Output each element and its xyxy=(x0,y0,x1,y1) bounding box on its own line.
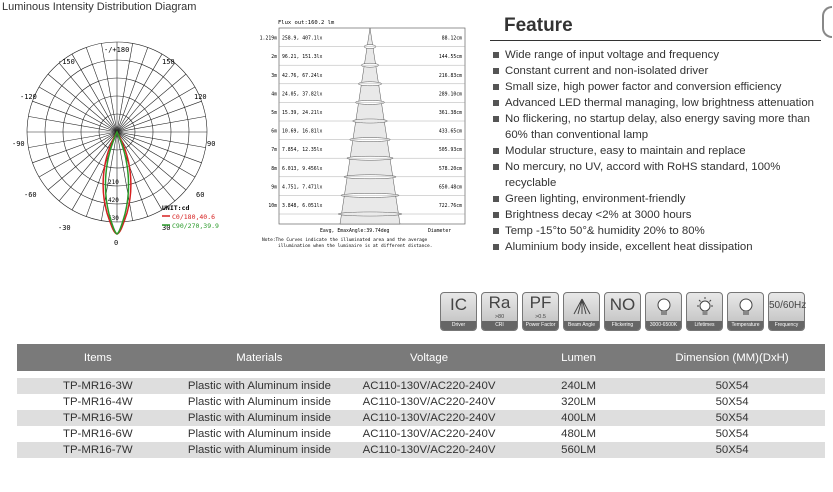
radial-label: 630 xyxy=(108,215,119,222)
diagram-title: Luminous Intensity Distribution Diagram xyxy=(2,1,197,13)
angle-label: -120 xyxy=(20,93,37,101)
flux-diameter: 88.12cm xyxy=(441,36,462,42)
bullet-icon xyxy=(493,100,499,106)
frequency-badge: 50/60Hz Frequency xyxy=(768,292,805,331)
flux-distance: 1.219m xyxy=(259,36,277,42)
feature-divider xyxy=(490,40,821,41)
bullet-icon xyxy=(493,164,499,170)
feature-item: Advanced LED thermal managing, low brightness attenuation xyxy=(493,95,823,111)
color-temperature-badge: 3000-6500K xyxy=(645,292,682,331)
angle-label: 90 xyxy=(207,140,216,148)
bullet-icon xyxy=(493,196,499,202)
beam-angle-badge: Beam Angle xyxy=(563,292,600,331)
power-factor-badge: PF >0.5 Power Factor xyxy=(522,292,559,331)
cri-badge: Ra >80 CRI xyxy=(481,292,518,331)
flux-note-line2: illumination when the luminaire is at different distance. xyxy=(278,244,433,249)
feature-item: No flickering, no startup delay, also energy saving more than 60% than conventional lamp xyxy=(493,111,823,143)
bullet-icon xyxy=(493,52,499,58)
flux-illuminance: 96.21, 151.3lx xyxy=(282,55,323,61)
bulb-thermometer-icon xyxy=(735,296,757,318)
flux-illuminance: 15.39, 24.21lx xyxy=(282,111,323,116)
flux-footer-angle: Angle:39.74deg xyxy=(349,229,390,234)
bullet-icon xyxy=(493,244,499,250)
feature-item: Aluminium body inside, excellent heat dissipation xyxy=(493,239,823,255)
bullet-icon xyxy=(493,84,499,90)
angle-label: 60 xyxy=(196,191,205,199)
table-row: TP-MR16-5W Plastic with Aluminum inside AC110-130V/AC220-240V 400LM 50X54 xyxy=(17,410,825,426)
feature-item: Constant current and non-isolated driver xyxy=(493,63,823,79)
legend-c0 xyxy=(162,213,215,221)
feature-item: No mercury, no UV, accord with RoHS standard, 100% recyclable xyxy=(493,159,823,191)
page-edge-decoration xyxy=(822,6,832,38)
feature-item: Green lighting, environment-friendly xyxy=(493,191,823,207)
driver-ic-badge: IC Driver xyxy=(440,292,477,331)
spec-badges xyxy=(440,292,805,331)
radial-label: 210 xyxy=(108,179,119,186)
flux-illuminance: 7.854, 12.35lx xyxy=(282,148,323,154)
flux-distance: 8m xyxy=(271,166,277,172)
feature-item: Brightness decay <2% at 3000 hours xyxy=(493,207,823,223)
table-row: TP-MR16-3W Plastic with Aluminum inside AC110-130V/AC220-240V 240LM 50X54 xyxy=(17,378,825,394)
angle-label: -150 xyxy=(58,58,75,66)
flux-distance: 9m xyxy=(271,185,277,191)
flux-note-line1: Note:The Curves indicate the illuminated area and the average xyxy=(262,238,428,243)
flux-distance: 10m xyxy=(268,204,277,209)
flux-header: Flux out:160.2 lm xyxy=(278,20,335,26)
bullet-icon xyxy=(493,228,499,234)
flux-diameter: 289.10cm xyxy=(438,92,462,98)
flux-diameter: 361.38cm xyxy=(438,111,462,116)
radial-label: 420 xyxy=(108,197,119,204)
polar-intensity-diagram xyxy=(0,38,250,248)
table-row: TP-MR16-4W Plastic with Aluminum inside AC110-130V/AC220-240V 320LM 50X54 xyxy=(17,394,825,410)
flux-illuminance: 24.05, 37.82lx xyxy=(282,92,323,98)
angle-label: 150 xyxy=(162,58,175,66)
legend-c90 xyxy=(162,222,219,230)
feature-item: Temp -15°to 50°& humidity 20% to 80% xyxy=(493,223,823,239)
flux-distance: 3m xyxy=(271,73,277,79)
header-lumen: Lumen xyxy=(518,344,639,371)
table-header-row xyxy=(17,344,825,371)
bullet-icon xyxy=(493,212,499,218)
lifetime-badge: Lifetimes xyxy=(686,292,723,331)
flux-diameter: 144.55cm xyxy=(438,55,462,61)
flux-illuminance: 6.013, 9.456lx xyxy=(282,166,323,172)
flux-illuminance: 3.848, 6.051lx xyxy=(282,204,323,209)
angle-label: -30 xyxy=(58,224,71,232)
flux-diameter: 433.65cm xyxy=(438,129,462,135)
flux-distance: 6m xyxy=(271,129,277,135)
illuminance-cone-diagram xyxy=(254,14,466,250)
flux-distance: 2m xyxy=(271,55,277,61)
flux-diameter: 216.83cm xyxy=(438,73,462,79)
flux-illuminance: 42.76, 67.24lx xyxy=(282,73,323,79)
feature-title: Feature xyxy=(504,15,573,36)
bullet-icon xyxy=(493,116,499,122)
bullet-icon xyxy=(493,148,499,154)
flux-diameter: 578.20cm xyxy=(438,166,462,172)
bulb-icon xyxy=(653,296,675,318)
angle-label: 120 xyxy=(194,93,207,101)
feature-item: Small size, high power factor and conversion efficiency xyxy=(493,79,823,95)
flux-diameter: 722.76cm xyxy=(438,204,462,209)
flux-illuminance: 10.69, 16.81lx xyxy=(282,129,323,135)
angle-label: 0 xyxy=(114,239,119,247)
table-row: TP-MR16-7W Plastic with Aluminum inside AC110-130V/AC220-240V 560LM 50X54 xyxy=(17,442,825,458)
angle-label: -90 xyxy=(12,140,25,148)
flux-footer-eavg: Eavg, Emax xyxy=(320,229,349,234)
legend-c90-label: C90/270,39.9 xyxy=(172,222,219,230)
feature-list xyxy=(493,47,823,255)
beam-angle-icon xyxy=(571,296,593,318)
flux-distance: 5m xyxy=(271,111,277,116)
flux-row xyxy=(260,36,465,49)
legend-c0-label: C0/180,40.6 xyxy=(172,213,216,221)
feature-item: Modular structure, easy to maintain and replace xyxy=(493,143,823,159)
flux-diameter: 505.93cm xyxy=(438,148,462,154)
bullet-icon xyxy=(493,68,499,74)
flux-footer-diameter: Diameter xyxy=(428,229,452,234)
header-materials: Materials xyxy=(179,344,341,371)
unit-label: UNIT:cd xyxy=(162,204,190,212)
header-items: Items xyxy=(17,344,179,371)
table-row: TP-MR16-6W Plastic with Aluminum inside AC110-130V/AC220-240V 480LM 50X54 xyxy=(17,426,825,442)
feature-item: Wide range of input voltage and frequency xyxy=(493,47,823,63)
angle-label: -/+180 xyxy=(104,46,130,54)
flux-distance: 7m xyxy=(271,148,277,154)
flux-illuminance: 258.9, 407.1lx xyxy=(282,36,323,42)
product-spec-table xyxy=(17,344,825,458)
angle-label: 30 xyxy=(162,224,171,232)
flux-illuminance: 4.751, 7.471lx xyxy=(282,185,323,191)
header-dimension: Dimension (MM)(DxH) xyxy=(639,344,825,371)
no-flicker-badge: NO Flickering xyxy=(604,292,641,331)
temperature-badge: Temperature xyxy=(727,292,764,331)
flux-distance: 4m xyxy=(271,92,277,98)
angle-label: -60 xyxy=(24,191,37,199)
shining-bulb-icon xyxy=(694,296,716,318)
header-voltage: Voltage xyxy=(340,344,518,371)
flux-diameter: 650.48cm xyxy=(438,185,462,191)
